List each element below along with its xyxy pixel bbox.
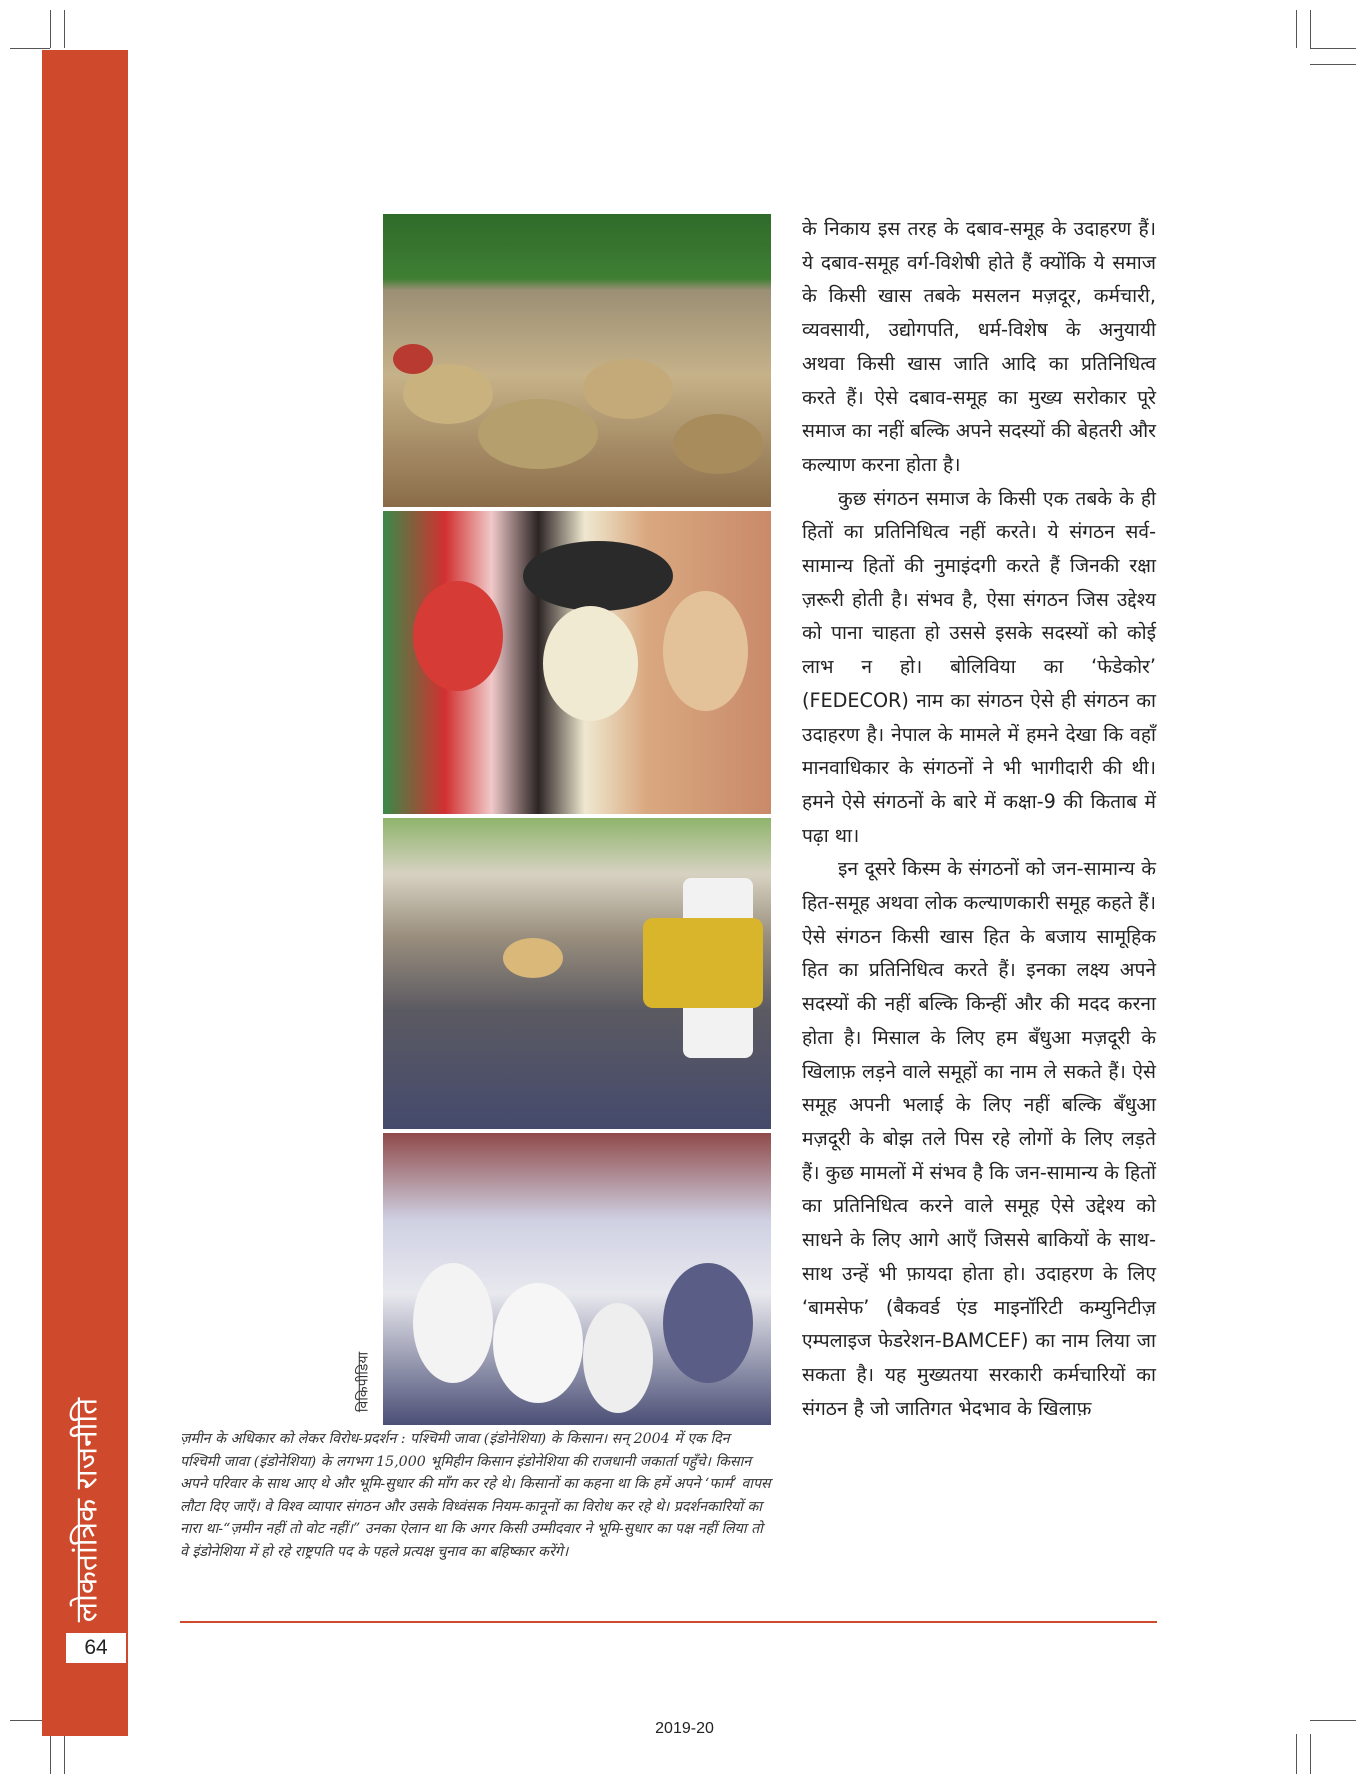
photo-credit-text: विकिपीडिया: [355, 1351, 372, 1413]
body-paragraph: के निकाय इस तरह के दबाव-समूह के उदाहरण हैं। ये दबाव-समूह वर्ग-विशेषी होते हैं क्योंकि ये समाज के किसी खास तबके मसलन मज़दूर, कर्मचारी, व्यवसायी, उद्योगपति, धर्म-विशेष के अनुयायी अथवा किसी खास जाति आदि का प्रतिनिधित्व करते हैं। ऐसे दबाव-समूह का मुख्य सरोकार पूरे समाज का नहीं बल्कि अपने सदस्यों की बेहतरी और कल्याण करना होता है।: [802, 217, 1156, 476]
page-number: 64: [66, 1633, 126, 1663]
crop-mark: [1310, 48, 1356, 49]
crop-mark: [1310, 10, 1311, 48]
crop-mark: [1310, 1734, 1311, 1774]
crop-mark: [1296, 1734, 1297, 1774]
crop-mark: [1310, 64, 1356, 65]
body-paragraph: इन दूसरे किस्म के संगठनों को जन-सामान्य के हित-समूह अथवा लोक कल्याणकारी समूह कहते हैं। ऐसे संगठन किसी खास हित के बजाय सामूहिक हित का प्रतिनिधित्व करते हैं। इनका लक्ष्य अपने सदस्यों की नहीं बल्कि किन्हीं और की मदद करना होता है। मिसाल के लिए हम बँधुआ मज़दूरी के खिलाफ़ लड़ने वाले समूहों का नाम ले सकते हैं। ऐसे समूह अपनी भलाई के लिए नहीं बल्कि बँधुआ मज़दूरी के बोझ तले पिस रहे लोगों के लिए लड़ते हैं। कुछ मामलों में संभव है कि जन-सामान्य के हितों का प्रतिनिधित्व करने वाले समूह ऐसे उद्देश्य को साधने के लिए आगे आएँ जिससे बाकियों के साथ-साथ उन्हें भी फ़ायदा होता हो। उदाहरण के लिए ‘बामसेफ’ (बैकवर्ड एंड माइनॉरिटी कम्युनिटीज़ एम्पलाइज फेडरेशन-BAMCEF) का नाम लिया जा सकता है। यह मुख्यतया सरकारी कर्मचारियों का संगठन है जो जातिगत भेदभाव के खिलाफ़: [802, 857, 1156, 1420]
crop-mark: [10, 48, 50, 49]
crop-mark: [50, 10, 51, 48]
crop-mark: [50, 1734, 51, 1774]
body-text: [802, 212, 1156, 1425]
figure-caption: ज़मीन के अधिकार को लेकर विरोध-प्रदर्शन : पश्चिमी जावा (इंडोनेशिया) के किसान। सन् 2004 में एक दिन पश्चिमी जावा (इंडोनेशिया) के लगभग 15,000 भूमिहीन किसान इंडोनेशिया की राजधानी जकार्ता पहुँचे। किसान अपने परिवार के साथ आए थे और भूमि-सुधार की माँग कर रहे थे। किसानों का कहना था कि हमें अपने ‘फार्म’ वापस लौटा दिए जाएँ। वे विश्व व्यापार संगठन और उसके विध्वंसक नियम-कानूनों का विरोध कर रहे थे। प्रदर्शनकारियों का नारा था-“ज़मीन नहीं तो वोट नहीं।” उनका ऐलान था कि अगर किसी उम्मीदवार ने भूमि-सुधार का पक्ष नहीं लिया तो वे इंडोनेशिया में हो रहे राष्ट्रपति पद के पहले प्रत्यक्ष चुनाव का बहिष्कार करेंगे।: [180, 1431, 771, 1560]
photo-women-protesters: [383, 511, 771, 814]
photo-protest-street: [383, 818, 771, 1129]
footer-year: 2019-20: [655, 1720, 714, 1737]
photo-seated-protesters: [383, 1133, 771, 1425]
sidebar-title-text: लोकतांत्रिक राजनीति: [69, 1397, 105, 1623]
body-paragraph: कुछ संगठन समाज के किसी एक तबके के ही हितों का प्रतिनिधित्व नहीं करते। ये संगठन सर्व-सामान्य हितों की नुमाइंदगी करते हैं जिनकी रक्षा ज़रूरी होती है। संभव है, ऐसा संगठन जिस उद्देश्य को पाना चाहता हो उससे इसके सदस्यों को कोई लाभ न हो। बोलिविया का ‘फेडेकोर’ (FEDECOR) नाम का संगठन ऐसे ही संगठन का उदाहरण है। नेपाल के मामले में हमने देखा कि वहाँ मानवाधिकार के संगठनों ने भी भागीदारी की थी। हमने ऐसे संगठनों के बारे में कक्षा-9 की किताब में पढ़ा था।: [802, 486, 1156, 847]
photo-protest-crowd-hats: [383, 214, 771, 507]
crop-mark: [64, 1734, 65, 1774]
bottom-rule: [180, 1621, 1157, 1623]
crop-mark: [64, 10, 65, 48]
crop-mark: [1296, 10, 1297, 48]
photo-credit: [348, 1340, 378, 1424]
sidebar-title: [48, 1360, 122, 1660]
